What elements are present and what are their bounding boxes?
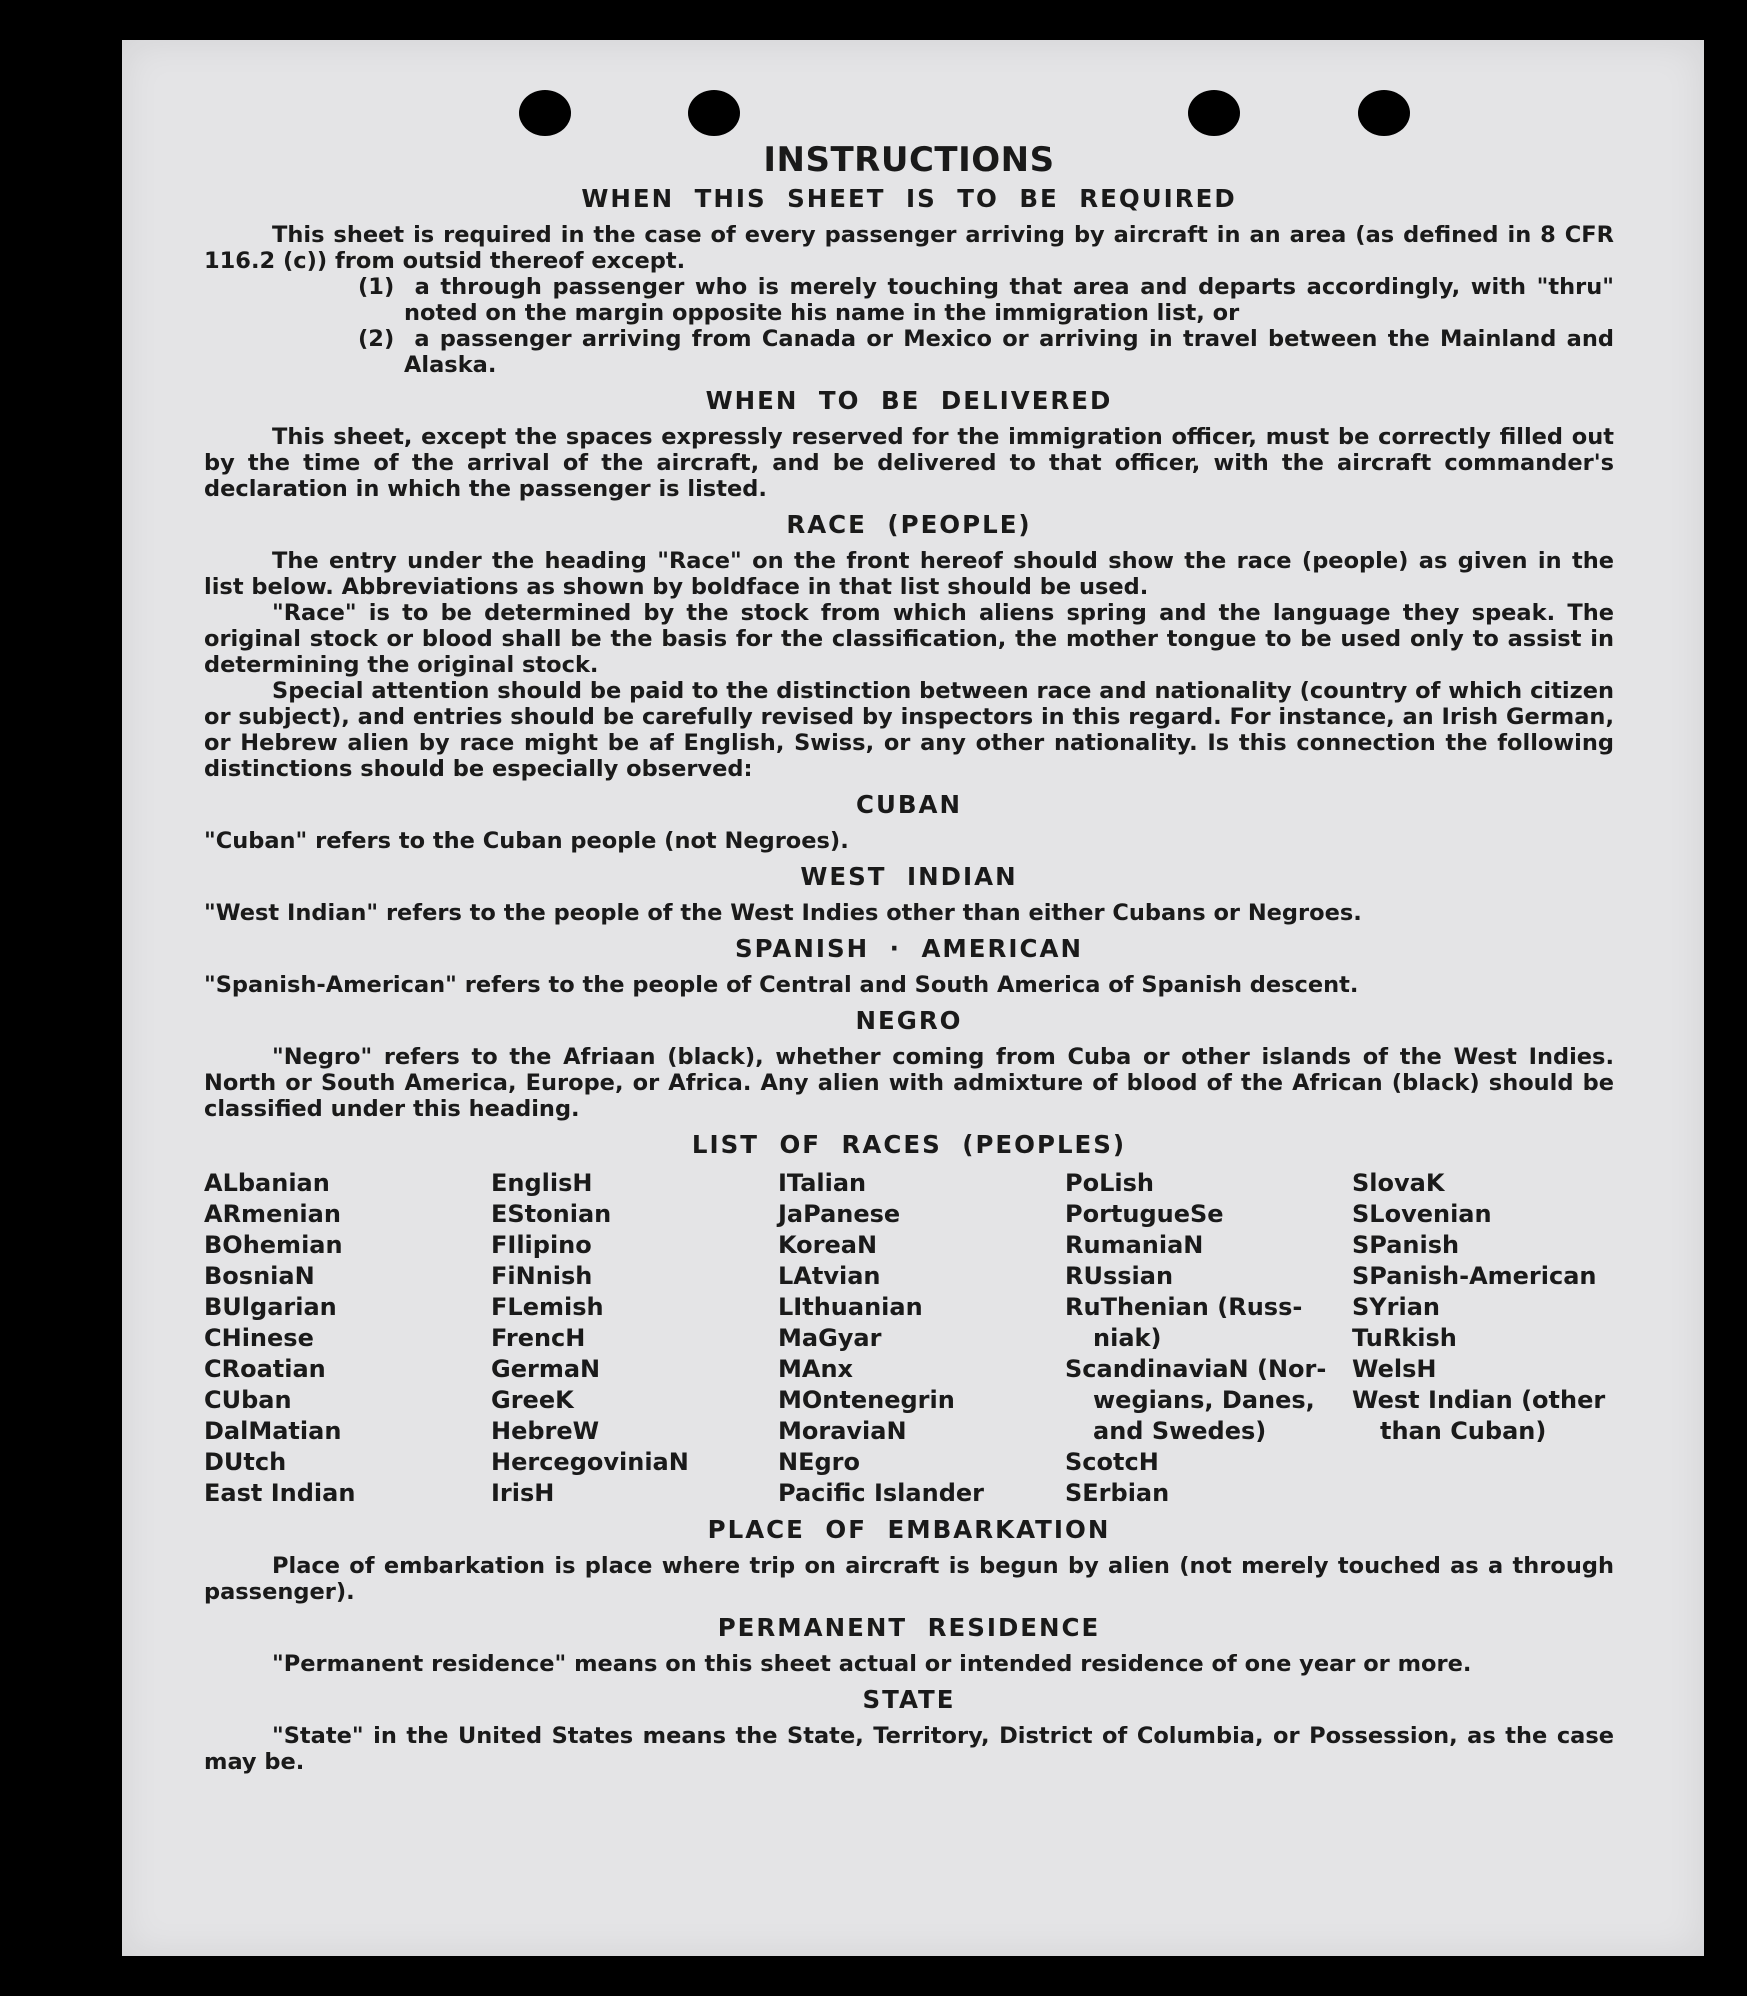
race-entry: FIlipino <box>491 1231 592 1259</box>
race-entry: IrisH <box>491 1479 555 1507</box>
section-heading-list-of-races: LIST OF RACES (PEOPLES) <box>691 1130 1127 1159</box>
race-entry: CUban <box>204 1386 292 1414</box>
race-entry: Pacific Islander <box>778 1479 984 1507</box>
race-entry: HebreW <box>491 1417 600 1445</box>
race-entry: RUssian <box>1065 1262 1174 1290</box>
race-entry: NEgro <box>778 1448 860 1476</box>
document-sheet <box>122 40 1704 1956</box>
race-entry: MaGyar <box>778 1324 882 1352</box>
race-entry: RumaniaN <box>1065 1231 1204 1259</box>
race-entry: HercegoviniaN <box>491 1448 689 1476</box>
race-entry: MAnx <box>778 1355 854 1383</box>
section-heading-state: STATE <box>862 1685 956 1714</box>
punch-hole <box>519 90 571 136</box>
race-entry: KoreaN <box>778 1231 878 1259</box>
race-entry: SErbian <box>1065 1479 1170 1507</box>
race-entry: LIthuanian <box>778 1293 923 1321</box>
race-entry: ITalian <box>778 1169 867 1197</box>
race-list-column <box>1352 1168 1614 1509</box>
race-entry: SLovenian <box>1352 1200 1492 1228</box>
race-entry: CRoatian <box>204 1355 326 1383</box>
exception-item: (2) a passenger arriving from Canada or Mexico or arriving in travel between the Mainland and Alaska. <box>358 326 1614 378</box>
embarkation-text: Place of embarkation is place where trip on aircraft is begun by alien (not merely touched as a through passenger). <box>204 1553 1614 1605</box>
race-entry: DUtch <box>204 1448 287 1476</box>
race-entry: MoraviaN <box>778 1417 907 1445</box>
race-entry: BOhemian <box>204 1231 343 1259</box>
state-text: "State" in the United States means the State, Territory, District of Columbia, or Possession, as the case may be. <box>204 1723 1614 1775</box>
race-entry: DalMatian <box>204 1417 342 1445</box>
section-heading-west-indian: WEST INDIAN <box>800 862 1018 891</box>
punch-hole <box>1188 90 1240 136</box>
race-paragraph: Special attention should be paid to the distinction between race and nationality (country of which citizen or subject), and entries should be carefully revised by inspectors in this regard. For instance, an Irish German, or Hebrew alien by race might be af English, Swiss, or any other nationality. Is this connection the following distinctions should be especially observed: <box>204 678 1614 782</box>
race-entry-continuation: and Swedes) <box>1093 1417 1267 1445</box>
race-list-column <box>491 1168 778 1509</box>
race-entry: JaPanese <box>778 1200 901 1228</box>
residence-text: "Permanent residence" means on this sheet actual or intended residence of one year or more. <box>272 1651 1472 1677</box>
race-entry: BosniaN <box>204 1262 315 1290</box>
spanish-american-text: "Spanish-American" refers to the people of Central and South America of Spanish descent. <box>204 972 1359 998</box>
negro-text: "Negro" refers to the Afriaan (black), whether coming from Cuba or other islands of the West Indies. North or South America, Europe, or Africa. Any alien with admixture of blood of the African (black) should be classified under this heading. <box>204 1044 1614 1122</box>
race-paragraph: The entry under the heading "Race" on the front hereof should show the race (people) as given in the list below. Abbreviations as shown by boldface in that list should be used. <box>204 548 1614 600</box>
race-entry: PortugueSe <box>1065 1200 1224 1228</box>
race-entry: SPanish-American <box>1352 1262 1597 1290</box>
when-delivered-text: This sheet, except the spaces expressly reserved for the immigration officer, must be correctly filled out by the time of the arrival of the aircraft, and be delivered to that officer, with the aircraft commander's declaration in which the passenger is listed. <box>204 424 1614 502</box>
race-list-column <box>1065 1168 1352 1509</box>
race-entry: GreeK <box>491 1386 574 1414</box>
race-entry: FiNnish <box>491 1262 593 1290</box>
race-entry: West Indian (other <box>1352 1386 1606 1414</box>
page-title: INSTRUCTIONS <box>763 140 1055 180</box>
race-entry-continuation: wegians, Danes, <box>1093 1386 1315 1414</box>
west-indian-text: "West Indian" refers to the people of the West Indies other than either Cubans or Negroes. <box>204 900 1362 926</box>
race-entry: FLemish <box>491 1293 604 1321</box>
document-body <box>204 138 1614 1775</box>
race-entry: EnglisH <box>491 1169 593 1197</box>
section-heading-negro: NEGRO <box>855 1006 963 1035</box>
race-entry: GermaN <box>491 1355 601 1383</box>
race-entry: PoLish <box>1065 1169 1154 1197</box>
race-entry: EStonian <box>491 1200 612 1228</box>
section-heading-when-delivered: WHEN TO BE DELIVERED <box>705 386 1113 415</box>
race-entry: FrencH <box>491 1324 586 1352</box>
race-entry: ScotcH <box>1065 1448 1159 1476</box>
race-entry: SPanish <box>1352 1231 1460 1259</box>
exception-item: (1) a through passenger who is merely touching that area and departs accordingly, with "thru" noted on the margin opposite his name in the immigration list, or <box>358 274 1614 326</box>
when-required-intro: This sheet is required in the case of every passenger arriving by aircraft in an area (as defined in 8 CFR 116.2 (c)) from outsid thereof except. <box>204 222 1614 274</box>
race-entry: ALbanian <box>204 1169 330 1197</box>
section-heading-spanish-american: SPANISH · AMERICAN <box>735 934 1083 963</box>
section-heading-race: RACE (PEOPLE) <box>786 510 1032 539</box>
section-heading-residence: PERMANENT RESIDENCE <box>717 1613 1101 1642</box>
race-entry: RuThenian (Russ- <box>1065 1293 1303 1321</box>
race-entry: CHinese <box>204 1324 314 1352</box>
section-heading-when-required: WHEN THIS SHEET IS TO BE REQUIRED <box>581 184 1237 213</box>
race-entry: TuRkish <box>1352 1324 1457 1352</box>
punch-hole <box>688 90 740 136</box>
punch-hole <box>1358 90 1410 136</box>
section-heading-cuban: CUBAN <box>855 790 962 819</box>
race-list-column <box>204 1168 491 1509</box>
race-entry: East Indian <box>204 1479 356 1507</box>
race-entry-continuation: niak) <box>1093 1324 1162 1352</box>
race-paragraph: "Race" is to be determined by the stock from which aliens spring and the language they speak. The original stock or blood shall be the basis for the classification, the mother tongue to be used only to assist in determining the original stock. <box>204 600 1614 678</box>
cuban-text: "Cuban" refers to the Cuban people (not Negroes). <box>204 828 849 854</box>
race-entry: SlovaK <box>1352 1169 1445 1197</box>
section-heading-embarkation: PLACE OF EMBARKATION <box>707 1515 1111 1544</box>
race-entry-continuation: than Cuban) <box>1380 1417 1547 1445</box>
race-entry: SYrian <box>1352 1293 1441 1321</box>
race-entry: LAtvian <box>778 1262 881 1290</box>
race-entry: ScandinaviaN (Nor- <box>1065 1355 1327 1383</box>
race-entry: BUlgarian <box>204 1293 337 1321</box>
race-entry: ARmenian <box>204 1200 341 1228</box>
race-entry: WelsH <box>1352 1355 1437 1383</box>
race-list-column <box>778 1168 1065 1509</box>
race-entry: MOntenegrin <box>778 1386 955 1414</box>
race-list <box>204 1168 1614 1509</box>
